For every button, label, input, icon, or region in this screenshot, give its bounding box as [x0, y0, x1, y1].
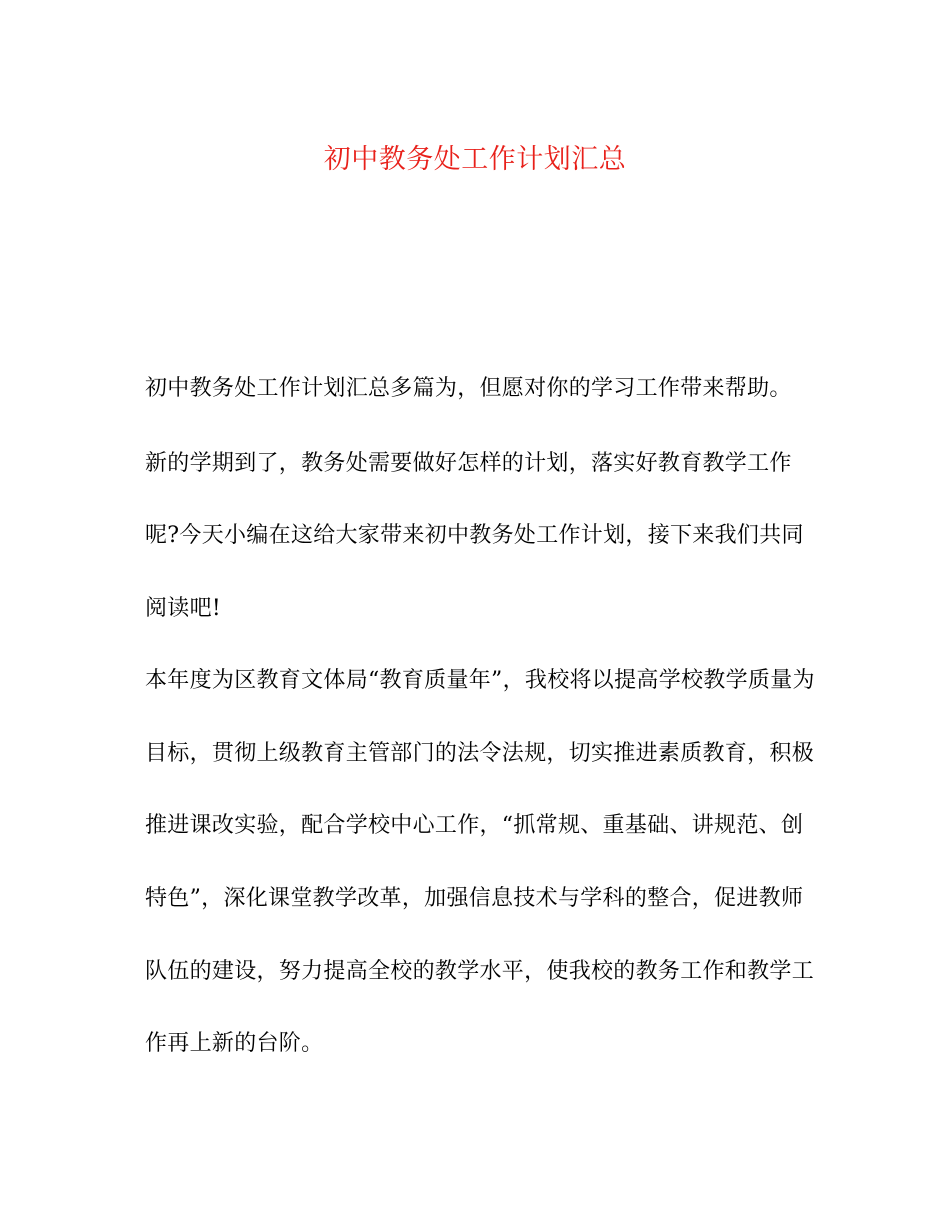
- text-line: 作再上新的台阶。: [145, 1031, 324, 1056]
- text-line: 特色”，深化课堂教学改革，加强信息技术与学科的整合，促进教师: [145, 886, 804, 911]
- body-line-3: [145, 521, 815, 551]
- text-line: 本年度为区教育文体局“教育质量年”，我校将以提高学校教学质量为: [145, 668, 815, 693]
- body-line-1: [145, 374, 815, 404]
- text-line: 目标，贯彻上级教育主管部门的法令法规，切实推进素质教育，积极: [145, 741, 815, 766]
- text-line: 队伍的建设，努力提高全校的教学水平，使我校的教务工作和教学工: [145, 959, 815, 984]
- body-line-10: [145, 1029, 815, 1059]
- text-line: 呢?今天小编在这给大家带来初中教务处工作计划，接下来我们共同: [145, 523, 804, 548]
- body-line-6: [145, 739, 815, 769]
- text-line: 推进课改实验，配合学校中心工作，“抓常规、重基础、讲规范、创: [145, 813, 804, 838]
- body-line-9: [145, 957, 815, 987]
- document-title: 初中教务处工作计划汇总: [323, 144, 627, 175]
- body-line-7: [145, 811, 815, 841]
- body-line-2: [145, 449, 815, 479]
- text-line: 初中教务处工作计划汇总多篇为，但愿对你的学习工作带来帮助。: [145, 376, 792, 401]
- text-line: 阅读吧!: [145, 596, 222, 621]
- body-line-8: [145, 884, 815, 914]
- body-line-4: [145, 594, 815, 624]
- body-line-5: [145, 666, 815, 696]
- text-line: 新的学期到了，教务处需要做好怎样的计划，落实好教育教学工作: [145, 451, 792, 476]
